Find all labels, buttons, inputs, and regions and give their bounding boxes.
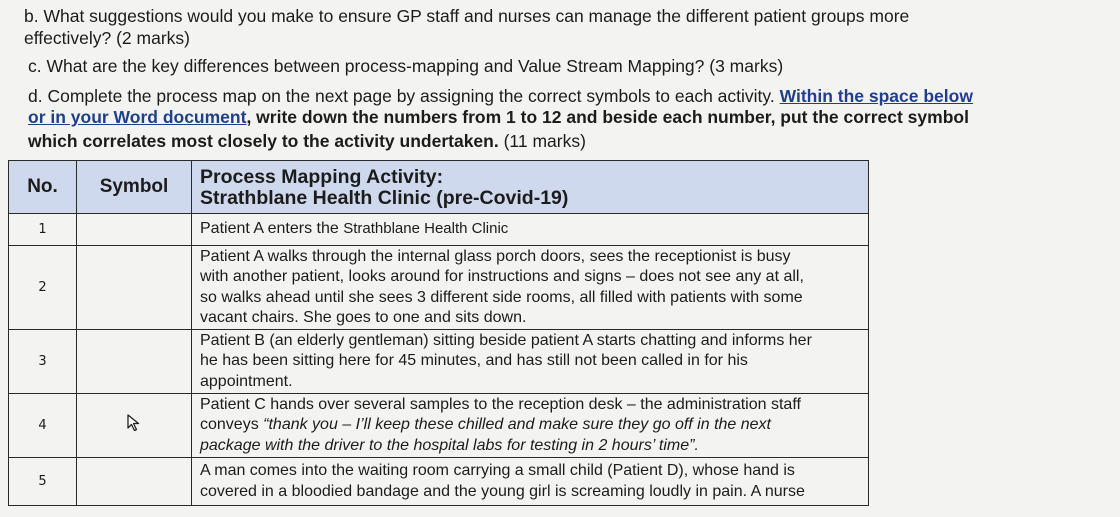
activity-line: covered in a bloodied bandage and the young girl is screaming loudly in pain. A nurse <box>200 482 805 500</box>
symbol-cell[interactable] <box>77 458 192 506</box>
clinic-name: Strathblane Health Clinic <box>343 220 509 238</box>
activity-line: so walks ahead until she sees 3 different side rooms, all filled with patients with some <box>200 288 803 306</box>
header-activity <box>192 161 869 214</box>
activity-cell <box>192 458 869 506</box>
activity-line: he has been sitting here for 45 minutes, and has still not been called in for his <box>200 352 748 370</box>
question-d-line-3 <box>28 131 586 152</box>
question-d-line-1 <box>28 86 973 107</box>
row-number: 2 <box>9 246 77 330</box>
header-symbol: Symbol <box>77 161 192 214</box>
question-b-line-1: b. What suggestions would you make to ensure GP staff and nurses can manage the different patient groups more <box>24 6 910 26</box>
question-c: c. What are the key differences between process-mapping and Value Stream Mapping? (3 marks) <box>28 56 784 76</box>
table-header-row <box>9 161 869 214</box>
process-map-table <box>8 160 869 506</box>
symbol-cell[interactable] <box>77 246 192 330</box>
activity-line <box>200 436 862 457</box>
symbol-cell[interactable] <box>77 214 192 246</box>
activity-line: with another patient, looks around for instructions and signs – does not see any at all, <box>200 268 804 285</box>
header-activity-title: Process Mapping Activity: <box>200 166 444 188</box>
row-number: 1 <box>9 214 77 246</box>
symbol-cell[interactable] <box>77 330 192 394</box>
activity-cell <box>192 330 869 394</box>
row-number: 3 <box>9 330 77 394</box>
activity-line: Patient A walks through the internal glass porch doors, sees the receptionist is busy <box>200 247 791 265</box>
within-space-link[interactable]: Within the space below <box>779 86 973 106</box>
activity-line: A man comes into the waiting room carrying a small child (Patient D), whose hand is <box>200 462 795 479</box>
question-d-marks: (11 marks) <box>503 131 586 151</box>
activity-cell <box>192 214 869 246</box>
word-document-link[interactable]: or in your Word document <box>28 107 247 127</box>
question-d-line-2 <box>28 107 969 128</box>
table-row <box>9 214 869 246</box>
activity-cell <box>192 246 869 330</box>
row-number: 5 <box>9 458 77 506</box>
question-d-line-2-rest: , write down the numbers from 1 to 12 and beside each number, put the correct symbol <box>246 107 969 127</box>
header-no: No. <box>9 161 77 214</box>
mouse-cursor-icon <box>126 414 142 432</box>
symbol-cell[interactable] <box>77 394 192 458</box>
table-row <box>9 458 869 506</box>
activity-line: Patient B (an elderly gentleman) sitting beside patient A starts chatting and informs her <box>200 331 812 349</box>
table-row <box>9 394 869 458</box>
quoted-speech: package with the driver to the hospital labs for testing in 2 hours’ time”. <box>200 436 699 454</box>
header-activity-subtitle: Strathblane Health Clinic (pre-Covid-19) <box>200 187 569 209</box>
table-row <box>9 246 869 330</box>
question-d-prefix: d. Complete the process map on the next page by assigning the correct symbols to each activity. <box>28 86 775 106</box>
activity-line: conveys “thank you – I’ll keep these chilled and make sure they go off in the next <box>200 416 771 434</box>
activity-cell <box>192 394 869 458</box>
activity-line: appointment. <box>200 372 293 390</box>
row-number: 4 <box>9 394 77 458</box>
activity-line: vacant chairs. She goes to one and sits down. <box>200 309 527 326</box>
question-d-line-3-text: which correlates most closely to the activity undertaken. <box>28 131 499 151</box>
activity-line: Patient A enters the Strathblane Health Clinic <box>200 220 509 238</box>
quoted-speech: “thank you – I’ll keep these chilled and make sure they go off in the next <box>263 416 771 434</box>
question-b-line-2: effectively? (2 marks) <box>24 28 190 48</box>
activity-line: Patient C hands over several samples to the reception desk – the administration staff <box>200 395 801 413</box>
table-row <box>9 330 869 394</box>
